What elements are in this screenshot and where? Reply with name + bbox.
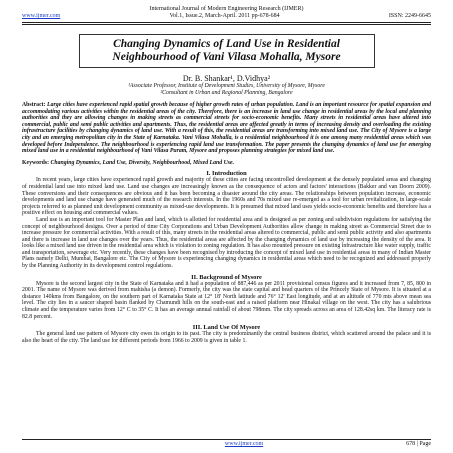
journal-name: International Journal of Modern Engineering Research (IJMER) — [149, 6, 304, 12]
introduction-paragraph-1: In recent years, large cities have experienced rapid growth and majority of these cities are facing uncontrolled development at the densely populated areas and changing of residential land use into mixed land use. Land use changes are increasingly known as the consequence of actors and factors' interactions (Bakker and van Doorn 2009). These conversions and their consequences are obvious and it has been becoming a disaster around the city areas. The relationships between population increase, economic developments and land use change have generated much of the research interests. In the 1960s and 70s mixed use re-emerged as a tool for urban revitalization, in large-scale projects referred to as planned unit development community as mixed-use developments. It is presumed that mixed land uses yields socio-economic benefits and therefore has a positive effect on housing and commercial values. — [22, 177, 431, 217]
land-use-paragraph: The general land use pattern of Mysore city owes its origin to its past. The city is predominantly the central business district, which scattered around the palace and it is also the heart of the city. The land use for different periods from 1966 to 2009 is given in table 1. — [22, 331, 431, 344]
paper-title — [79, 34, 375, 68]
footer-url-link[interactable]: www.ijmer.com — [224, 441, 264, 447]
footer-rule — [22, 439, 431, 440]
affiliation-1: ¹Associate Professor, Institute of Development Studies, University of Mysore, Mysore — [128, 83, 325, 89]
keywords-text: Changing Dynamics, Land Use, Diversity, Neighbourhood, Mixed Land Use. — [49, 159, 235, 166]
keywords-label: Keywords: — [22, 159, 50, 166]
page-footer — [22, 437, 431, 448]
footer-spacer — [22, 441, 82, 448]
journal-issue: Vol.1, Issue.2, March-April. 2011 pp-678-684 — [169, 13, 280, 19]
abstract-label: Abstract: — [22, 102, 46, 108]
section-heading-background: II. Background of Mysore — [191, 273, 262, 281]
abstract-text: Large cities have experienced rapid spatial growth because of higher growth rates of urban population. Land is an important resource for spatial expansion and accommodating various activities within the residential areas of the city. Therefore, there is an increase in land use change in residential areas by the local and planning authorities and they are allowing changes in making streets as commercial streets for socio-economic benefits. Many streets in residential areas have altered into commercial, public and semi public activities and apartments. Thus, the residential areas are affected greatly in terms of increasing density and overloading the existing infrastructure facilities by changing dynamics of land use. With a result of this, the residential areas are transforming into mixed land use. The City of Mysore is a large city and an emerging metropolitan city in the State of Karnataka. Vani Vilasa Mohalla, is a residential neighbourhood it is one among many residential areas which was developed before Independence. The neighbourhood is experiencing rapid land use transformation. The paper presents the changing dynamics of land use for emerging mixed land use in a residential neighbourhood of Vani Vilasa Puram, Mysore and proposes planning strategies for mixed land use. — [22, 102, 431, 155]
journal-issn: ISSN: 2249-6645 — [388, 13, 431, 19]
section-heading-land-use: III. Land Use Of Mysore — [192, 324, 261, 332]
footer-row — [22, 441, 431, 448]
header-rule-secondary — [22, 24, 431, 25]
page-number: 678 | Page — [406, 441, 431, 447]
paper-authors: Dr. B. Shankar¹, D.Vidhya² — [182, 74, 271, 83]
journal-header-line — [22, 13, 431, 20]
affiliation-2: ²Consultant in Urban and Regional Planning, Bangalore — [160, 90, 293, 96]
header-rule — [22, 22, 431, 23]
background-paragraph: Mysore is the second largest city in the State of Karnataka and it had a population of 887,446 as per 2011 provisional census figures and it increased from 7, 85, 800 in 2001. The name of Mysore was derived from mahisha (a demon). Formerly, the city was the state capital and head quarters of the Princely State of Mysore. It is situated at a distance 140kms from Bangalore, on the southern part of Karnataka State at 12° 18' North latitude and 76° 12' East longitude, and at an altitude of 770 mts above mean sea level. The city lies in a saucer shaped basin flanked by Chamundi hills on the south-east and a raised platform near Hinakal village on the west. The city has a salubrious climate and the temperature varies from 12° C to 35° C. It has an average annual rainfall of about 798mm. The city spreads across an area of 128.42sq km. The literacy rate is 82.8 percent. — [22, 280, 431, 320]
journal-url-link[interactable]: www.ijmer.com — [22, 13, 61, 19]
introduction-paragraph-2: Land use is an important tool for Master Plan and land, which is allotted for residential area and is designed as per zoning and subdivision regulations for satisfying the concept of neighbourhood designs. Over a period of time City Corporations and Urban Development Authorities allow change in making street as Commercial Street due to increase pressure for commercial activities. With a result of this, many streets in the residential areas altered to commercial, public and semi public activity and also apartments and there is increase in land use changes over the years. Thus, the residential areas are affected by the changing dynamics of land use by increasing the density of the area. It looks like a mixed land use driven in the residential area which is violation to zoning regulation. It has also mounted pressure on existing infrastructure like water supply, traffic and transportation, sewerage etc. Very recently, these changes have been recognised by introducing the concept of mixed land use in residential areas in many of Indian Master Plans namely Delhi, Mumbai, Bangalore etc. The City of Mysore is experiencing changing dynamics in residential areas which need to be recognized and addressed properly by the Planning Authority in its development control regulations. — [22, 216, 431, 270]
paper-title-line-2: Neighbourhood of Vani Vilasa Mohalla, Mysore — [112, 51, 341, 63]
section-heading-introduction: I. Introduction — [206, 170, 247, 178]
abstract — [22, 102, 431, 155]
keywords — [22, 160, 431, 167]
paper-title-line-1: Changing Dynamics of Land Use in Residential — [113, 38, 340, 50]
